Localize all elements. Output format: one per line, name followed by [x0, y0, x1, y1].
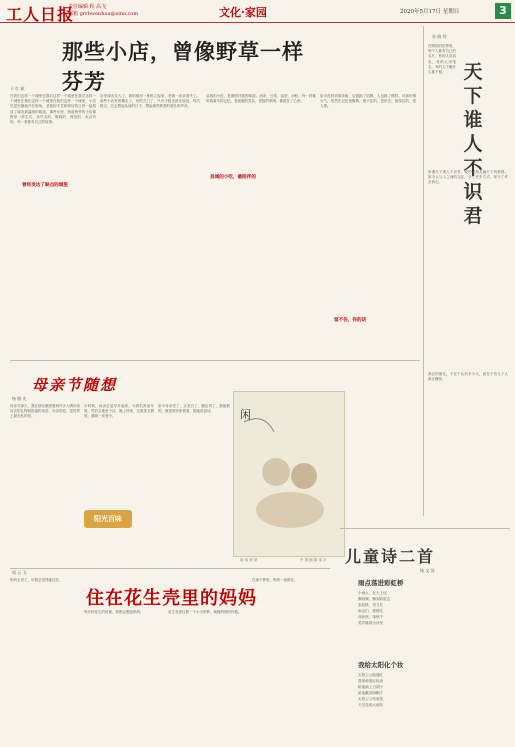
poem-line: 天空变成大画布 [358, 703, 384, 708]
side-title: 天下谁人不识君 [463, 61, 483, 227]
poem-1-lines [358, 590, 498, 627]
issue-date: 2020年5月17日 星期日 [400, 9, 460, 15]
poem-line: 我拿画笔轻轻涂 [358, 679, 384, 684]
poem-line: 给他戴顶绿帽子 [358, 691, 384, 696]
page-number: 3 [495, 3, 511, 19]
peanut-divider [10, 568, 330, 569]
mothers-day-column-3: 如今母亲老了，头发白了，腰也弯了。我能做的，就是常回家看看，陪她说说话。 [158, 404, 230, 414]
section-divider [10, 360, 420, 361]
lead-column-1: 在我们这样一个城里在我们这样一个城里在我们这样一个城里在我们这样一个城里在我们这样一个城里，小店总是安静地开在街角，老板的手艺和街坊的日常一起构成了城市最温暖的味道。那些年里，街道两旁的小店像野草一样生长，卖早点的、修鞋的、理发的、卖杂货的，每一家都有自己的故事。 [10, 94, 96, 125]
poems-heading: 儿童诗二首 [345, 547, 436, 566]
peanut-column-3: 花生壳里住着一个小小的梦，就像妈妈的怀抱。 [168, 610, 242, 614]
painting-image [233, 391, 345, 557]
column-divider [423, 26, 424, 516]
peanut-title: 住在花生壳里的妈妈 [86, 588, 257, 609]
lead-subheading-2: 县城的小吃，最陪伴的 [210, 175, 256, 180]
svg-text:闲: 闲 [240, 408, 251, 421]
newspaper-logo: 工人日报 [6, 5, 75, 24]
poem-divider [340, 528, 510, 529]
poem-line: 荡呀荡，荡秋千 [358, 615, 384, 620]
poem-2-lines [358, 672, 498, 709]
mothers-day-title: 母亲节随想 [32, 376, 118, 394]
side-byline: 朱 晓 剑 [432, 34, 447, 39]
lead-column-2: 后来城市变大了，新的楼房一栋栋立起来，老街一条条消失了。那些小店有的搬走了，有的关门了，只有少数还留在原处。每次路过，总会想起从前的日子，想起那些熟悉的面孔和声音。 [100, 94, 200, 109]
lead-subheading-1: 曾经发达了缺点的城里 [22, 183, 68, 188]
side-column-2: 真正的朋友，不在于认识多少人，而在于有几个人真正懂你。 [428, 372, 508, 382]
column-badge: 阳光百味 [84, 510, 132, 528]
mothers-day-column-1: 母亲节那天，我在朋友圈里看到许多人晒出给母亲的礼物和祝福的话语。母亲的爱，是世界上最无私的爱。 [10, 404, 80, 419]
section-title: 文化·家园 [219, 6, 267, 19]
lead-subheading-3: 留不住，你的话 [334, 318, 367, 323]
editor-info: 责任编辑 程 高飞 邮箱 grrbwenhua@sina.com [68, 4, 139, 17]
painting-caption-credit: 中 国 画 陈 寿 平 [300, 558, 327, 562]
poem-line: 小雨点，在天上玩 [358, 591, 387, 595]
lead-column-4: 如今再回到那条街，店面换了招牌，人也换了模样。可那份烟火气，依然在记忆里飘散。留不住的，是时光；留得住的，是人情。 [320, 94, 416, 109]
painting-caption-title: 闲 话 家 常 [240, 558, 258, 562]
poem-1-title: 雨点荡进彩虹桥 [358, 579, 404, 587]
poem-line: 笑声落到小河里 [358, 621, 384, 626]
poem-line: 太阳公公脸通红 [358, 673, 384, 677]
poem-line: 太阳公公哈哈笑 [358, 697, 384, 702]
lead-headline: 那些小店，曾像野草一样芬芳 [62, 39, 304, 94]
side-column-1: 所谓天下谁人不识君，说的是朋友遍天下的豪情。如今人与人之间的交往，多了许多方式，却少了许多真心。 [428, 170, 508, 185]
peanut-column-1: 妈妈去世了，可我总觉得她还在。 [10, 578, 63, 582]
ink-painting-illustration [234, 392, 344, 556]
mothers-day-column-2: 小时候，母亲总是早早起床，为我们准备早饭，然后去地里干活。晚上回来，还要洗衣做饭，照顾一家老小。 [84, 404, 154, 419]
poem-line: 雨点们，排排站 [358, 609, 384, 614]
poem-line: 给他画上白胡子 [358, 685, 384, 690]
side-intro: 在网络的世界里，每个人都有自己的名片，有的人用真名，有的人用笔名，有的人干脆什么都不留。 [428, 44, 456, 75]
poem-line: 飘呀飘，飘到彩虹边 [358, 597, 391, 602]
lead-column-3: 县城的小吃，是最陪伴我的味道。油条、豆浆、烧饼、凉粉，每一样都带着童年的记忆。老板娘的笑容、老板的吆喝，都留在了心里。 [206, 94, 316, 104]
poem-line: 彩虹桥，弯又长 [358, 603, 384, 608]
poem-2-title: 我给太阳化个妆 [358, 661, 404, 669]
peanut-column-4: 在那个梦里，妈妈一直都在。 [252, 578, 298, 582]
mothers-day-byline: 杨 继 先 [12, 396, 27, 401]
poems-byline: 杨 文 国 [420, 568, 435, 573]
peanut-column-2: 每年种花生的时候，我都会想起妈妈。 [84, 610, 144, 614]
peanut-byline: 周 云 飞 [12, 570, 27, 575]
lead-byline: 于 红 斌 [10, 86, 25, 91]
